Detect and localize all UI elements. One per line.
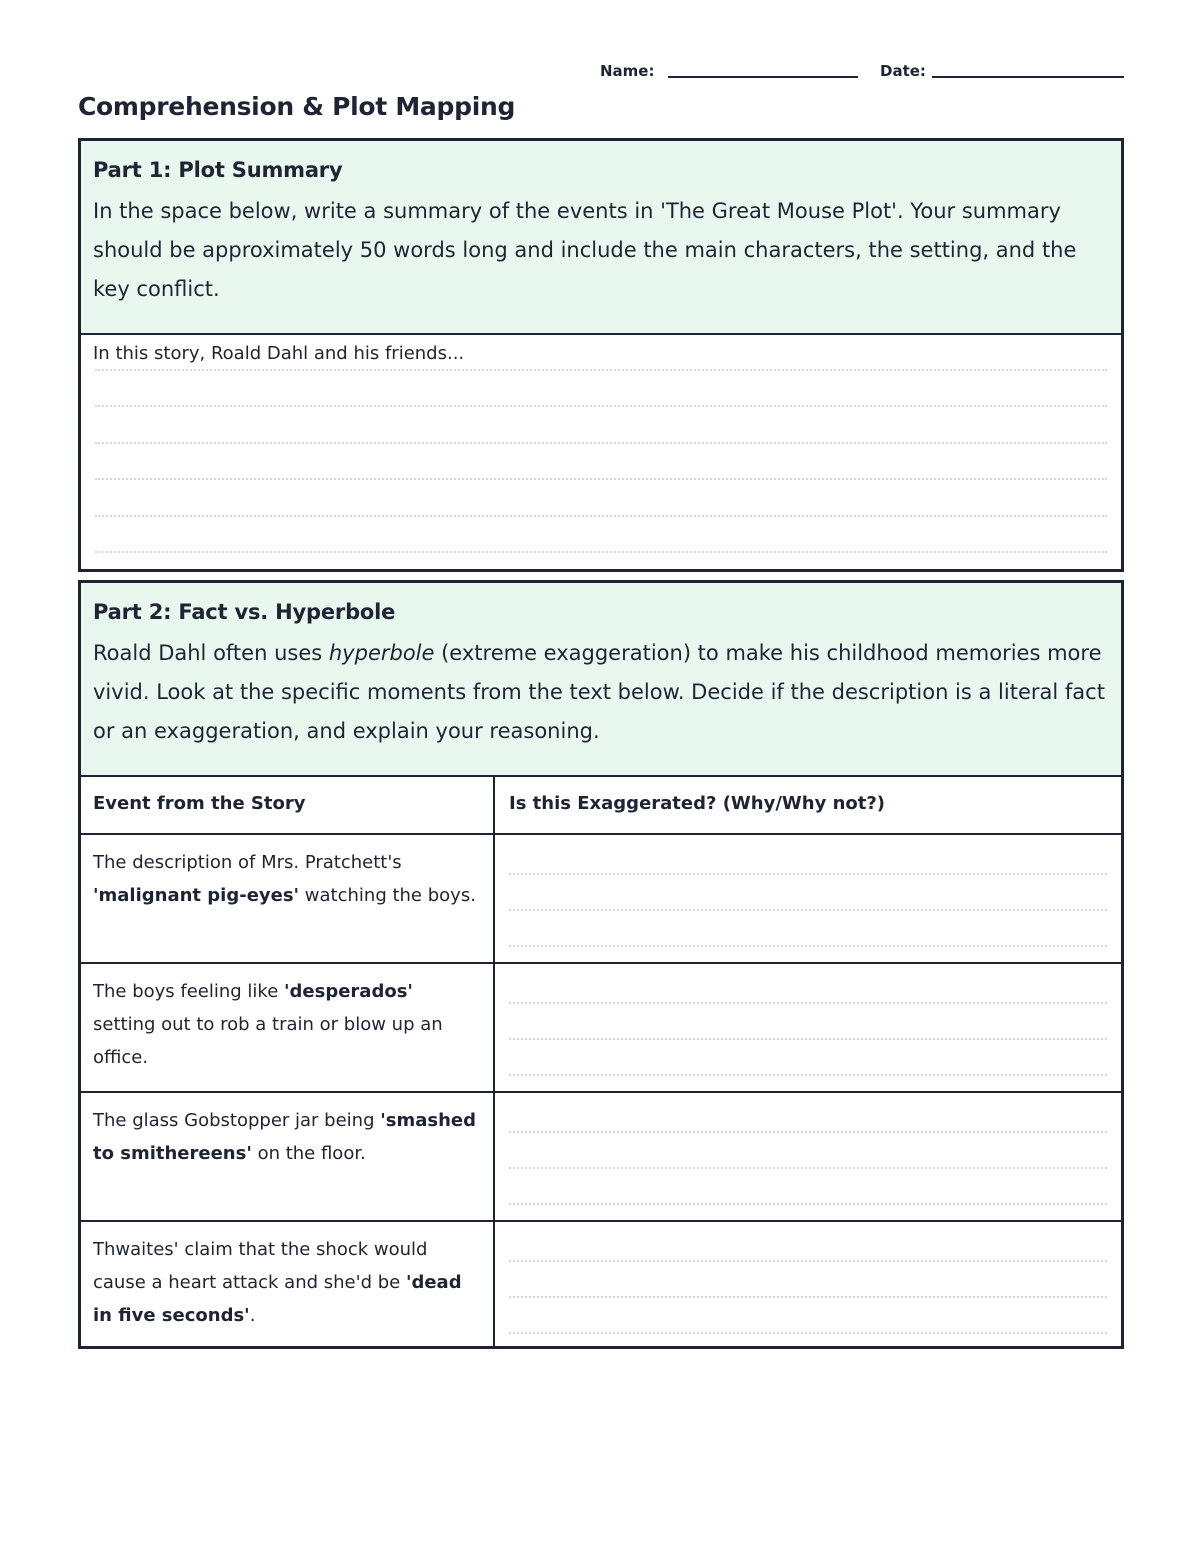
- answer-cell[interactable]: [495, 835, 1121, 962]
- table-row: [81, 964, 1121, 1093]
- event-cell: [81, 964, 495, 1091]
- name-date-header: [600, 60, 1124, 84]
- event-text: Thwaites' claim that the shock would cause a heart attack and she'd be: [93, 1239, 428, 1293]
- part1-header: [81, 141, 1121, 335]
- event-text: on the floor.: [251, 1143, 366, 1164]
- event-text: setting out to rob a train or blow up an office.: [93, 1014, 443, 1068]
- writing-line: [509, 1260, 1107, 1262]
- part1-instructions: In the space below, write a summary of the events in 'The Great Mouse Plot'. Your summary should be approximately 50 words long and include the main characters, the setting, and the key conflict.: [93, 199, 1077, 301]
- event-text: watching the boys.: [299, 885, 476, 906]
- event-quote: 'dead in five seconds': [93, 1272, 462, 1326]
- writing-line: [509, 1002, 1107, 1004]
- name-label: Name:: [600, 62, 655, 80]
- part2-instructions: [93, 634, 1109, 763]
- writing-line: [509, 1203, 1107, 1205]
- date-label: Date:: [880, 62, 926, 80]
- event-quote: 'smashed to smithereens': [93, 1110, 476, 1164]
- column-header-event: Event from the Story: [81, 777, 495, 833]
- part2-header: [81, 583, 1121, 777]
- event-text: The boys feeling like: [93, 981, 285, 1002]
- writing-line: [509, 1296, 1107, 1298]
- answer-cell[interactable]: [495, 964, 1121, 1091]
- writing-line: [509, 873, 1107, 875]
- table-header-row: [81, 777, 1121, 835]
- date-line[interactable]: [932, 76, 1124, 78]
- column-header-exaggerated: Is this Exaggerated? (Why/Why not?): [509, 793, 886, 814]
- writing-line: [509, 909, 1107, 911]
- event-cell: [81, 835, 495, 962]
- event-text: .: [249, 1305, 256, 1326]
- instructions-text: (extreme exaggeration) to make his childhood memories more vivid. Look at the specific moments from the text below. Decide if the description is a literal fact or an exaggeration, and explain your reasoning.: [93, 641, 1105, 743]
- event-cell: [81, 1093, 495, 1220]
- writing-line: [509, 1131, 1107, 1133]
- event-text: The glass Gobstopper jar being: [93, 1110, 381, 1131]
- writing-line: [509, 1167, 1107, 1169]
- summary-prompt: In this story, Roald Dahl and his friends...: [93, 343, 465, 364]
- instructions-text: Roald Dahl often uses: [93, 641, 329, 665]
- summary-writing-area[interactable]: [81, 335, 1121, 567]
- writing-line: [509, 945, 1107, 947]
- part2-box: [78, 580, 1124, 1349]
- event-cell: [81, 1222, 495, 1349]
- writing-line: [509, 1038, 1107, 1040]
- writing-line: [95, 405, 1107, 407]
- answer-cell[interactable]: [495, 1222, 1121, 1349]
- table-row: [81, 1093, 1121, 1222]
- answer-cell[interactable]: [495, 1093, 1121, 1220]
- writing-line: [509, 1074, 1107, 1076]
- writing-line: [95, 442, 1107, 444]
- part2-title: Part 2: Fact vs. Hyperbole: [93, 600, 396, 624]
- event-quote: 'malignant pig-eyes': [93, 885, 300, 906]
- part1-box: [78, 138, 1124, 572]
- table-row: [81, 835, 1121, 964]
- instructions-emphasis: hyperbole: [328, 641, 435, 665]
- page-title: Comprehension & Plot Mapping: [78, 92, 516, 121]
- event-text: The description of Mrs. Pratchett's: [93, 852, 402, 873]
- writing-line: [95, 369, 1107, 371]
- writing-line: [95, 478, 1107, 480]
- table-row: [81, 1222, 1121, 1349]
- writing-line: [509, 1332, 1107, 1334]
- event-quote: 'desperados': [284, 981, 413, 1002]
- name-line[interactable]: [668, 76, 858, 78]
- part1-title: Part 1: Plot Summary: [93, 158, 343, 182]
- writing-line: [95, 551, 1107, 553]
- writing-line: [95, 515, 1107, 517]
- hyperbole-table: [81, 777, 1121, 1349]
